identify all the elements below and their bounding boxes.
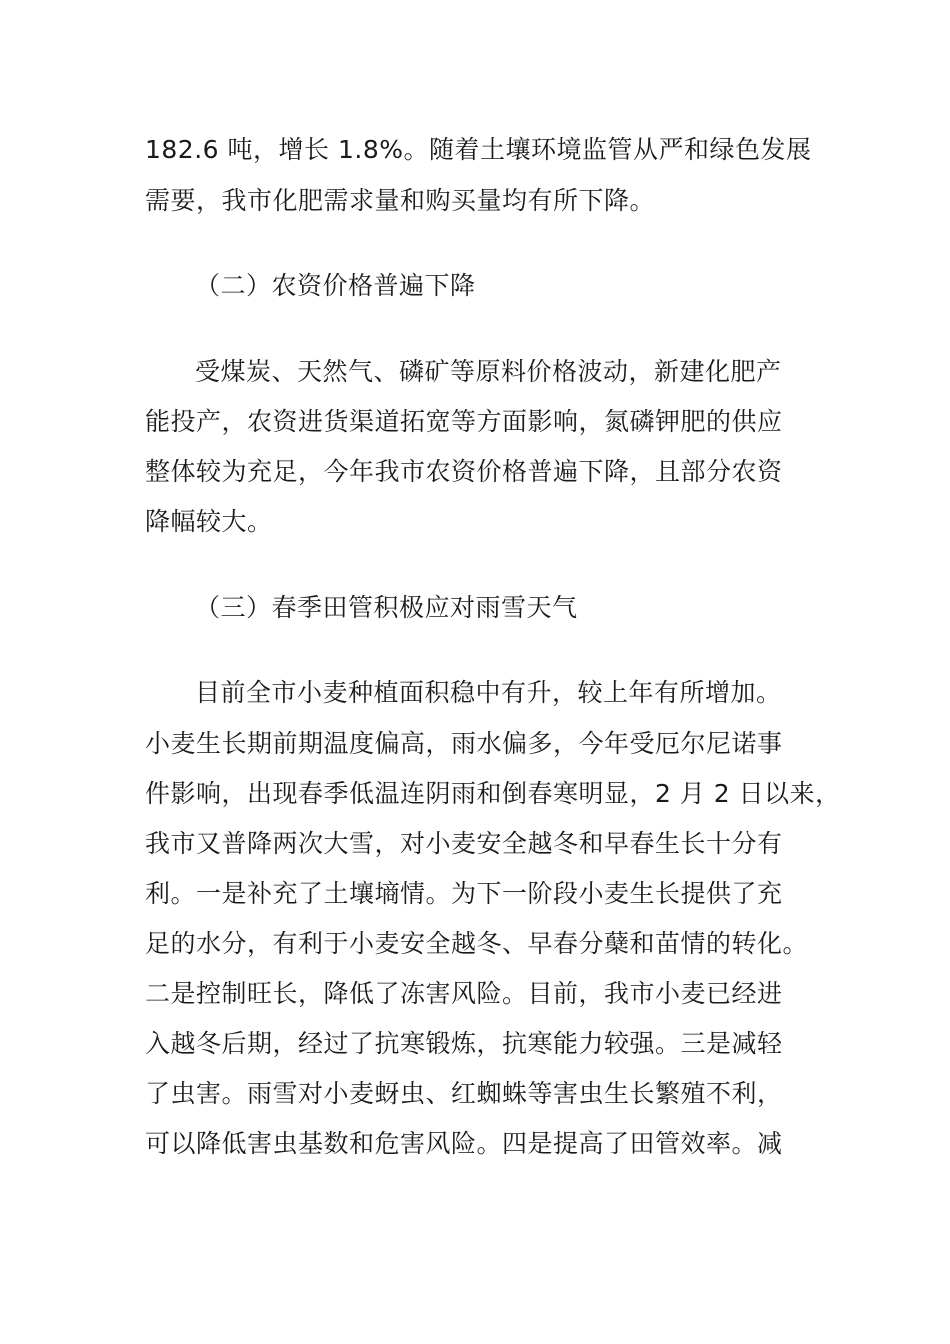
paragraph-3-line-7: 二是控制旺长，降低了冻害风险。目前，我市小麦已经进: [145, 979, 783, 1008]
section-heading-2: （二）农资价格普遍下降: [195, 271, 476, 300]
paragraph-1-line-2: 需要，我市化肥需求量和购买量均有所下降。: [145, 186, 656, 215]
paragraph-2-line-2: 能投产，农资进货渠道拓宽等方面影响，氮磷钾肥的供应: [145, 407, 783, 436]
paragraph-3-line-9: 了虫害。雨雪对小麦蚜虫、红蜘蛛等害虫生长繁殖不利，: [145, 1079, 783, 1108]
paragraph-3-line-4: 我市又普降两次大雪，对小麦安全越冬和早春生长十分有: [145, 829, 783, 858]
paragraph-3-line-10: 可以降低害虫基数和危害风险。四是提高了田管效率。减: [145, 1129, 783, 1158]
paragraph-2-line-1: 受煤炭、天然气、磷矿等原料价格波动，新建化肥产: [195, 357, 782, 386]
paragraph-1-line-1: 182.6 吨，增长 1.8%。随着土壤环境监管从严和绿色发展: [145, 135, 812, 164]
paragraph-2-line-3: 整体较为充足，今年我市农资价格普遍下降，且部分农资: [145, 457, 783, 486]
section-heading-3: （三）春季田管积极应对雨雪天气: [195, 593, 578, 622]
paragraph-3-line-6: 足的水分，有利于小麦安全越冬、早春分蘖和苗情的转化。: [145, 929, 809, 958]
paragraph-3-line-8: 入越冬后期，经过了抗寒锻炼，抗寒能力较强。三是减轻: [145, 1029, 783, 1058]
paragraph-3-line-1: 目前全市小麦种植面积稳中有升，较上年有所增加。: [195, 678, 782, 707]
paragraph-3-line-2: 小麦生长期前期温度偏高，雨水偏多，今年受厄尔尼诺事: [145, 729, 783, 758]
paragraph-2-line-4: 降幅较大。: [145, 507, 273, 536]
paragraph-3-line-3: 件影响，出现春季低温连阴雨和倒春寒明显，2 月 2 日以来，: [145, 779, 841, 808]
paragraph-3-line-5: 利。一是补充了土壤墒情。为下一阶段小麦生长提供了充: [145, 879, 783, 908]
